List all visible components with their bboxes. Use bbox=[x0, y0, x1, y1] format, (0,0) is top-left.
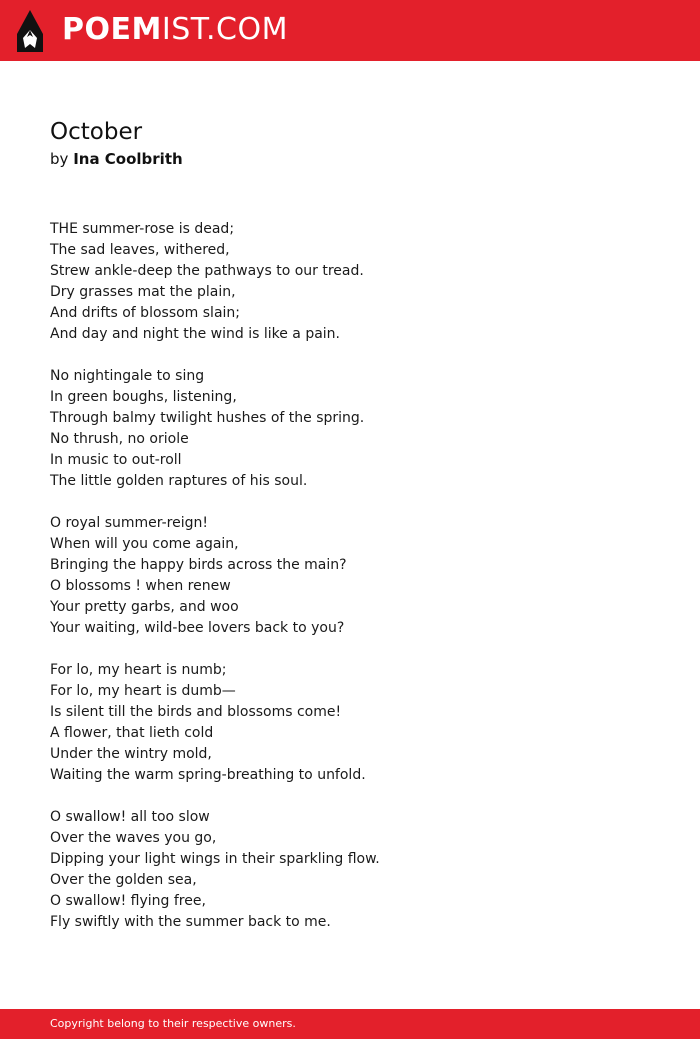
poem-line: In music to out-roll bbox=[50, 452, 182, 468]
poem-line: Your pretty garbs, and woo bbox=[50, 599, 239, 615]
poem-line: No thrush, no oriole bbox=[50, 431, 189, 447]
poem-line: Fly swiftly with the summer back to me. bbox=[50, 914, 331, 930]
site-header bbox=[0, 0, 700, 61]
poem-line: For lo, my heart is numb; bbox=[50, 662, 227, 678]
poem-line: Strew ankle-deep the pathways to our tread. bbox=[50, 263, 364, 279]
poem-line: THE summer-rose is dead; bbox=[50, 221, 235, 237]
copyright-notice: Copyright belong to their respective owners. bbox=[50, 1017, 296, 1030]
poem-byline bbox=[50, 149, 183, 169]
site-footer bbox=[0, 1009, 700, 1039]
poem-line: O swallow! flying free, bbox=[50, 893, 206, 909]
logo-brand-light: IST.COM bbox=[161, 12, 288, 47]
pencil-tip-icon bbox=[17, 10, 43, 52]
poem-line: Through balmy twilight hushes of the spring. bbox=[50, 410, 365, 426]
poem-line: In green boughs, listening, bbox=[50, 389, 237, 405]
poem-line: Dipping your light wings in their sparkling flow. bbox=[50, 851, 380, 867]
poem-line: O blossoms ! when renew bbox=[50, 578, 231, 594]
logo-brand-strong: POEM bbox=[62, 12, 162, 47]
stanza bbox=[50, 660, 650, 786]
stanza bbox=[50, 807, 650, 933]
poem-line: And day and night the wind is like a pain. bbox=[50, 326, 341, 342]
poem-line: Is silent till the birds and blossoms come! bbox=[50, 704, 342, 720]
stanza bbox=[50, 366, 650, 492]
stanza bbox=[50, 219, 650, 345]
poem-line: Under the wintry mold, bbox=[50, 746, 212, 762]
poem-line: Bringing the happy birds across the main? bbox=[50, 557, 347, 573]
poem-line: O royal summer-reign! bbox=[50, 515, 208, 531]
poem-line: The little golden raptures of his soul. bbox=[50, 473, 308, 489]
poem-line: Over the waves you go, bbox=[50, 830, 217, 846]
poem-line: The sad leaves, withered, bbox=[50, 242, 230, 258]
poem-line: When will you come again, bbox=[50, 536, 239, 552]
poem-line: Waiting the warm spring-breathing to unfold. bbox=[50, 767, 366, 783]
poem-body bbox=[50, 219, 650, 954]
poem-line: No nightingale to sing bbox=[50, 368, 205, 384]
poem-line: For lo, my heart is dumb— bbox=[50, 683, 236, 699]
by-label: by bbox=[50, 150, 69, 168]
poem-line: And drifts of blossom slain; bbox=[50, 305, 241, 321]
poem-author: Ina Coolbrith bbox=[73, 150, 183, 168]
site-logo[interactable] bbox=[62, 13, 288, 47]
poem-line: Dry grasses mat the plain, bbox=[50, 284, 236, 300]
poem-line: A flower, that lieth cold bbox=[50, 725, 214, 741]
poem-line: O swallow! all too slow bbox=[50, 809, 210, 825]
poem-line: Your waiting, wild-bee lovers back to you? bbox=[50, 620, 345, 636]
poem-title: October bbox=[50, 119, 143, 145]
poem-line: Over the golden sea, bbox=[50, 872, 197, 888]
stanza bbox=[50, 513, 650, 639]
